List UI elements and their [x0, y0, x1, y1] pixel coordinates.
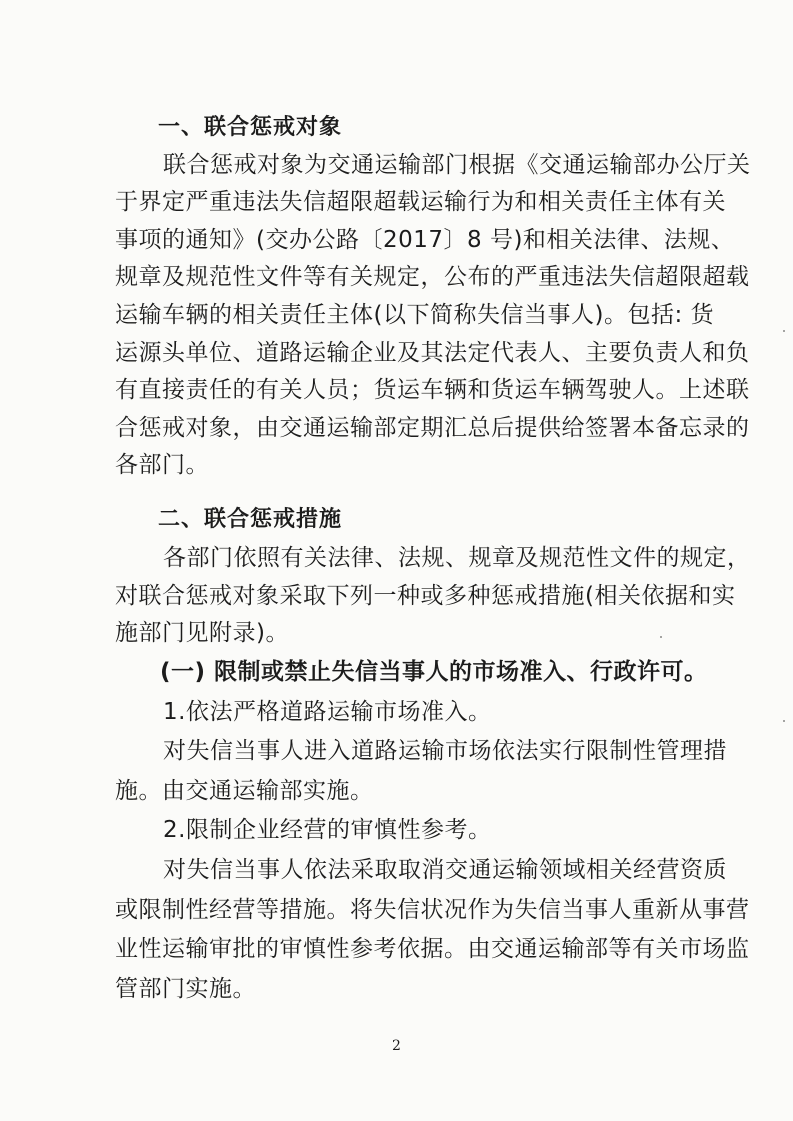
scan-speck: [660, 636, 662, 638]
paragraph-line: 运源头单位、道路运输企业及其法定代表人、主要负责人和负: [115, 340, 750, 366]
paragraph-line: 施部门见附录)。: [115, 620, 289, 646]
paragraph-line: 管部门实施。: [115, 976, 256, 1002]
subsection-heading: (一) 限制或禁止失信当事人的市场准入、行政许可。: [160, 659, 708, 685]
item-title-1: 1.依法严格道路运输市场准入。: [163, 699, 492, 725]
section-heading-2: 二、联合惩戒措施: [158, 507, 343, 532]
paragraph-line: 有直接责任的有关人员；货运车辆和货运车辆驾驶人。上述联: [115, 377, 750, 403]
paragraph-line: 施。由交通运输部实施。: [115, 778, 374, 804]
paragraph-line: 联合惩戒对象为交通运输部门根据《交通运输部办公厅关: [163, 152, 751, 178]
paragraph-line: 业性运输审批的审慎性参考依据。由交通运输部等有关市场监: [115, 936, 750, 962]
page-number: 2: [392, 1038, 401, 1054]
paragraph-line: 于界定严重违法失信超限超载运输行为和相关责任主体有关: [115, 189, 726, 215]
paragraph-line: 规章及规范性文件等有关规定，公布的严重违法失信超限超载: [115, 264, 750, 290]
paragraph-line: 运输车辆的相关责任主体(以下简称失信当事人)。包括: 货: [115, 302, 715, 328]
scan-speck: [783, 720, 785, 722]
paragraph-line: 对联合惩戒对象采取下列一种或多种惩戒措施(相关依据和实: [115, 583, 736, 609]
paragraph-line: 各部门依照有关法律、法规、规章及规范性文件的规定，: [163, 545, 751, 571]
item-title-2: 2.限制企业经营的审慎性参考。: [163, 817, 492, 843]
paragraph-line: 各部门。: [115, 452, 209, 478]
paragraph-line: 事项的通知》(交办公路〔2017〕8 号)和相关法律、法规、: [115, 227, 735, 253]
paragraph-line: 对失信当事人依法采取取消交通运输领域相关经营资质: [163, 857, 727, 883]
paragraph-line: 对失信当事人进入道路运输市场依法实行限制性管理措: [163, 738, 727, 764]
section-heading-1: 一、联合惩戒对象: [158, 115, 343, 140]
paragraph-line: 或限制性经营等措施。将失信状况作为失信当事人重新从事营: [115, 897, 750, 923]
scan-speck: [783, 330, 785, 332]
paragraph-line: 合惩戒对象，由交通运输部定期汇总后提供给签署本备忘录的: [115, 415, 750, 441]
